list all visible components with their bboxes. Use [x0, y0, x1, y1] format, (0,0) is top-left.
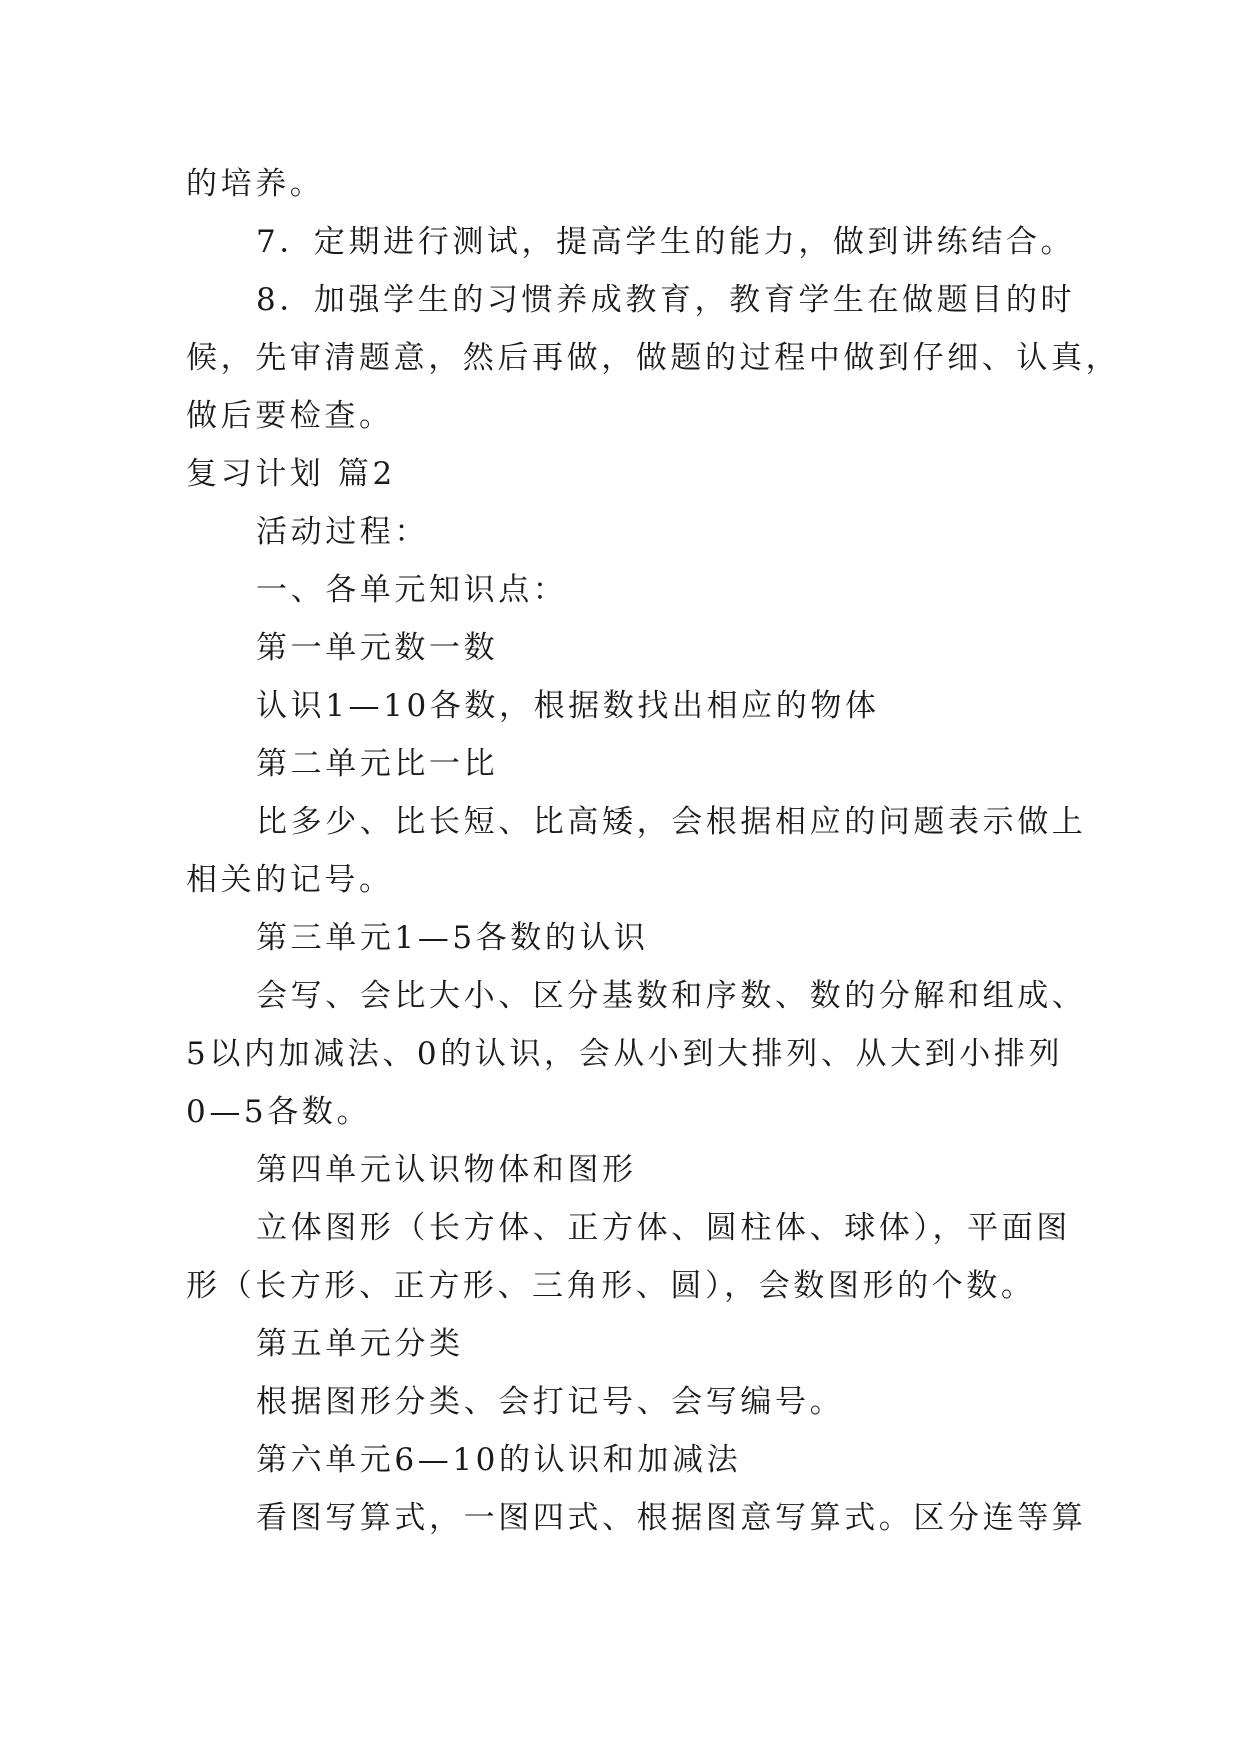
text-line: 相关的记号。 — [186, 862, 394, 898]
unit-heading: 第二单元比一比 — [256, 746, 499, 782]
text-line: 比多少、比长短、比高矮，会根据相应的问题表示做上 — [256, 804, 1087, 840]
section-heading: 复习计划 篇2 — [186, 456, 396, 492]
text-line: 形（长方形、正方形、三角形、圆），会数图形的个数。 — [186, 1268, 1036, 1304]
text-line: 立体图形（长方体、正方体、圆柱体、球体），平面图 — [256, 1210, 1071, 1246]
text-line: 认识1—10各数，根据数找出相应的物体 — [256, 688, 880, 724]
list-item-7: 7．定期进行测试，提高学生的能力，做到讲练结合。 — [256, 224, 1076, 260]
unit-heading: 第四单元认识物体和图形 — [256, 1152, 637, 1188]
unit-heading: 第三单元1—5各数的认识 — [256, 920, 649, 956]
text-line: 一、各单元知识点： — [256, 572, 568, 608]
text-line: 看图写算式，一图四式、根据图意写算式。区分连等算 — [256, 1500, 1087, 1536]
unit-heading: 第五单元分类 — [256, 1326, 464, 1362]
text-line: 活动过程： — [256, 514, 429, 550]
list-item-8: 8．加强学生的习惯养成教育，教育学生在做题目的时 — [256, 282, 1076, 318]
text-line: 候，先审清题意，然后再做，做题的过程中做到仔细、认真， — [186, 340, 1121, 376]
text-line: 根据图形分类、会打记号、会写编号。 — [256, 1384, 845, 1420]
unit-heading: 第一单元数一数 — [256, 630, 499, 666]
text-line: 0—5各数。 — [186, 1094, 372, 1130]
text-line: 会写、会比大小、区分基数和序数、数的分解和组成、 — [256, 978, 1087, 1014]
unit-heading: 第六单元6—10的认识和加减法 — [256, 1442, 742, 1478]
text-line: 做后要检查。 — [186, 398, 394, 434]
text-line: 的培养。 — [186, 166, 325, 202]
text-line: 5以内加减法、0的认识，会从小到大排列、从大到小排列 — [186, 1036, 1064, 1072]
